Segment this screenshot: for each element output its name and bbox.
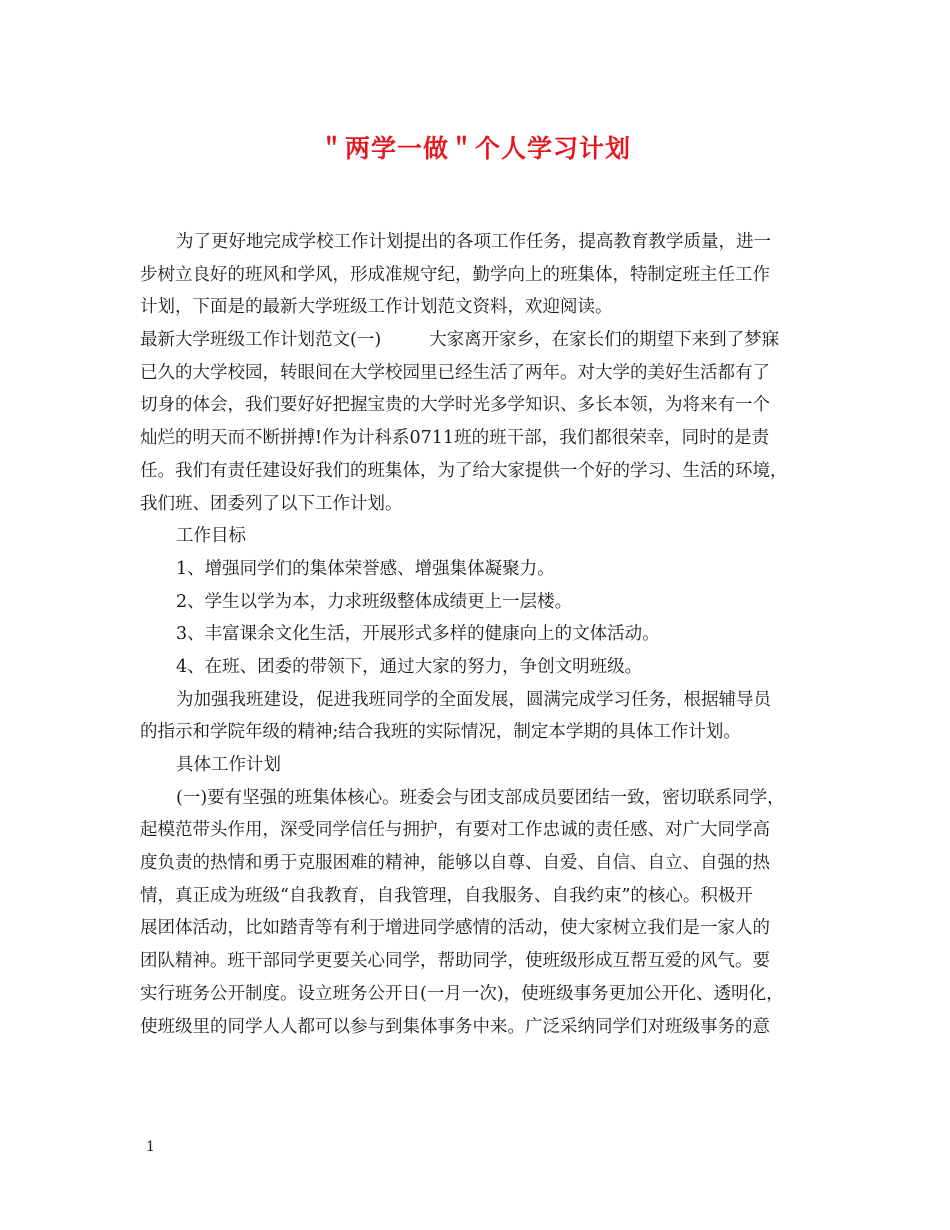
paragraph-line: 实行班务公开制度。设立班务公开日(一月一次)，使班级事务更加公开化、透明化， — [140, 983, 784, 1004]
list-item: 2、学生以学为本，力求班级整体成绩更上一层楼。 — [176, 591, 573, 612]
section-heading: 具体工作计划 — [176, 755, 281, 775]
section-heading-inline: 最新大学班级工作计划范文(一) — [140, 330, 382, 351]
paragraph-line: 使班级里的同学人人都可以参与到集体事务中来。广泛采纳同学们对班级事务的意 — [140, 1016, 770, 1037]
page-number: 1 — [146, 1139, 155, 1155]
paragraph-line: (一)要有坚强的班集体核心。班委会与团支部成员要团结一致，密切联系同学， — [176, 787, 785, 808]
section-heading: 工作目标 — [176, 526, 246, 547]
paragraph-line: 任。我们有责任建设好我们的班集体，为了给大家提供一个好的学习、生活的环境， — [140, 460, 788, 481]
paragraph-line: 起模范带头作用，深受同学信任与拥护，有要对工作忠诚的责任感、对广大同学高 — [140, 820, 770, 841]
paragraph-line: 灿烂的明天而不断拼搏!作为计科系0711班的班干部，我们都很荣幸，同时的是责 — [140, 428, 770, 449]
paragraph-line: 的指示和学院年级的精神;结合我班的实际情况，制定本学期的具体工作计划。 — [140, 722, 741, 743]
paragraph-line: 我们班、团委列了以下工作计划。 — [140, 493, 403, 514]
paragraph-text-inline: 大家离开家乡，在家长们的期望下来到了梦寐 — [429, 330, 780, 351]
list-item: 1、增强同学们的集体荣誉感、增强集体凝聚力。 — [176, 558, 555, 579]
paragraph-line: 切身的体会，我们要好好把握宝贵的大学时光多学知识、多长本领，为将来有一个 — [140, 395, 770, 416]
paragraph-line: 情，真正成为班级“自我教育，自我管理，自我服务、自我约束”的核心。积极开 — [140, 885, 753, 906]
paragraph-line-combined — [140, 324, 830, 357]
paragraph-line: 步树立良好的班风和学风，形成准规守纪，勤学向上的班集体，特制定班主任工作 — [140, 264, 770, 285]
paragraph-line: 团队精神。班干部同学更要关心同学，帮助同学，使班级形成互帮互爱的风气。要 — [140, 951, 770, 972]
paragraph-line: 度负责的热情和勇于克服困难的精神，能够以自尊、自爱、自信、自立、自强的热 — [140, 853, 770, 874]
list-item: 3、丰富课余文化生活，开展形式多样的健康向上的文体活动。 — [176, 624, 660, 645]
list-item: 4、在班、团委的带领下，通过大家的努力，争创文明班级。 — [176, 656, 643, 677]
document-title: ＂两学一做＂个人学习计划 — [318, 134, 631, 163]
paragraph-line: 已久的大学校园，转眼间在大学校园里已经生活了两年。对大学的美好生活都有了 — [140, 362, 770, 383]
paragraph-line: 计划，下面是的最新大学班级工作计划范文资料，欢迎阅读。 — [140, 297, 613, 318]
document-body — [140, 226, 830, 1043]
paragraph-line: 为加强我班建设，促进我班同学的全面发展，圆满完成学习任务，根据辅导员 — [176, 689, 771, 710]
paragraph-line: 为了更好地完成学校工作计划提出的各项工作任务，提高教育教学质量，进一 — [176, 232, 771, 252]
paragraph-line: 展团体活动，比如踏青等有利于增进同学感情的活动，使大家树立我们是一家人的 — [140, 918, 770, 939]
